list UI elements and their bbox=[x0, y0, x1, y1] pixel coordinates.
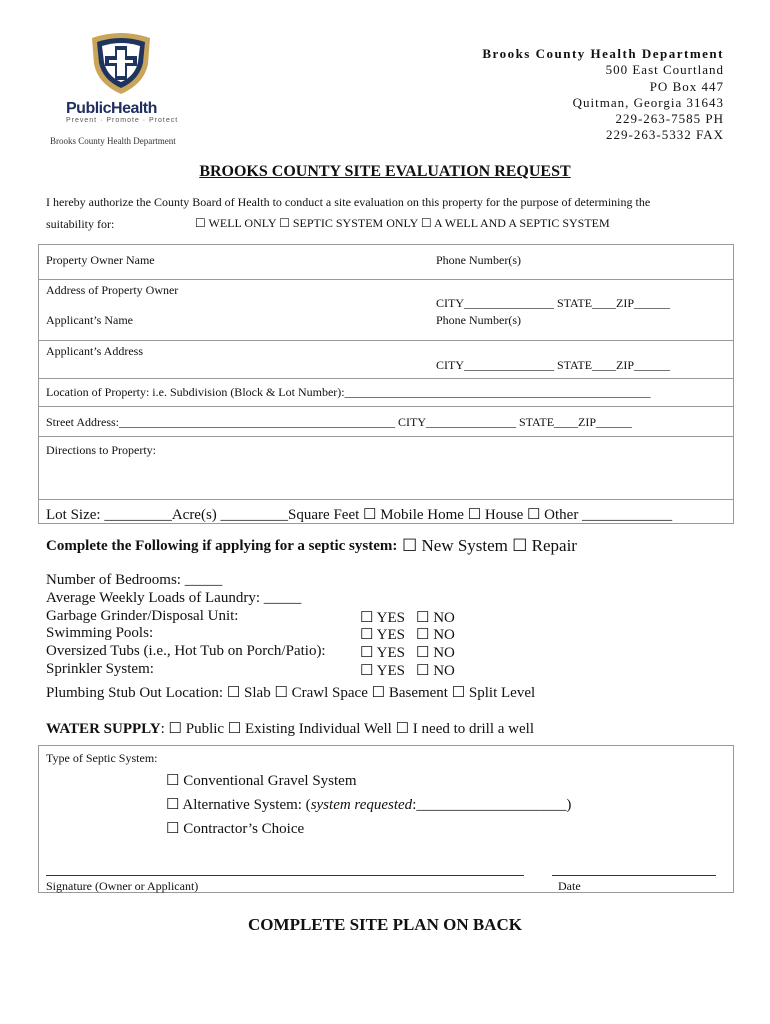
signature-line[interactable] bbox=[46, 875, 524, 876]
owner-address-field[interactable]: Address of Property Owner bbox=[46, 283, 179, 297]
septic-system-options[interactable]: ☐ New System ☐ Repair bbox=[402, 536, 577, 555]
yes-checkbox[interactable]: ☐ YES bbox=[360, 610, 405, 626]
applicant-address-field[interactable]: Applicant’s Address bbox=[46, 344, 143, 358]
water-supply-line[interactable] bbox=[46, 719, 534, 738]
address-line: Brooks County Health Department bbox=[482, 46, 724, 61]
form-title: BROOKS COUNTY SITE EVALUATION REQUEST bbox=[199, 163, 571, 180]
septic-type-label: Type of Septic System: bbox=[46, 751, 158, 765]
date-label: Date bbox=[558, 879, 581, 893]
org-dept: Brooks County Health Department bbox=[50, 136, 176, 146]
location-field[interactable]: Location of Property: i.e. Subdivision (Block & Lot Number):___________________________________________________ bbox=[46, 385, 651, 399]
owner-city-state-zip[interactable]: CITY_______________ STATE____ZIP______ bbox=[436, 296, 671, 310]
divider bbox=[38, 499, 734, 500]
plumbing-stub-options[interactable]: Plumbing Stub Out Location: ☐ Slab ☐ Crawl Space ☐ Basement ☐ Split Level bbox=[46, 685, 536, 701]
intro-text: I hereby authorize the County Board of Health to conduct a site evaluation on this property for the purpose of determining the bbox=[46, 195, 651, 209]
department-address bbox=[482, 46, 724, 144]
owner-name-field[interactable]: Property Owner Name bbox=[46, 253, 155, 267]
address-line: 229-263-7585 PH bbox=[615, 111, 724, 127]
address-line: 229-263-5332 FAX bbox=[606, 127, 724, 143]
contractor-choice-option[interactable]: ☐ Contractor’s Choice bbox=[166, 821, 305, 837]
address-line: Quitman, Georgia 31643 bbox=[572, 94, 724, 110]
divider bbox=[38, 378, 734, 379]
divider bbox=[38, 406, 734, 407]
alternative-option-text: ☐ Alternative System: ( bbox=[166, 797, 311, 813]
org-title: PublicHealth bbox=[66, 100, 157, 117]
laundry-field[interactable]: Average Weekly Loads of Laundry: _____ bbox=[46, 590, 302, 606]
septic-type-box bbox=[38, 745, 734, 893]
org-tagline: Prevent · Promote · Protect bbox=[66, 117, 179, 124]
directions-field[interactable]: Directions to Property: bbox=[46, 443, 156, 457]
alternative-option[interactable] bbox=[166, 795, 571, 814]
yes-checkbox[interactable]: ☐ YES bbox=[360, 627, 405, 643]
septic-row-label: Swimming Pools: bbox=[46, 625, 154, 641]
street-address-field[interactable]: Street Address:______________________________________________ CITY_______________ STATE____ZIP______ bbox=[46, 415, 633, 429]
system-requested-text: system requested bbox=[310, 797, 413, 813]
address-line: 500 East Courtland bbox=[605, 62, 724, 78]
divider bbox=[38, 340, 734, 341]
applicant-phone-field[interactable]: Phone Number(s) bbox=[436, 313, 521, 327]
no-checkbox[interactable]: ☐ NO bbox=[416, 627, 455, 643]
footer-note: COMPLETE SITE PLAN ON BACK bbox=[248, 915, 522, 934]
water-supply-label: WATER SUPPLY bbox=[46, 721, 161, 737]
water-supply-options[interactable]: : ☐ Public ☐ Existing Individual Well ☐ I need to drill a well bbox=[160, 721, 534, 737]
lot-size-line[interactable]: Lot Size: _________Acre(s) _________Square Feet ☐ Mobile Home ☐ House ☐ Other ____________ bbox=[46, 507, 673, 523]
divider bbox=[38, 279, 734, 280]
address-line: PO Box 447 bbox=[649, 78, 724, 94]
applicant-name-field[interactable]: Applicant’s Name bbox=[46, 313, 133, 327]
public-health-logo-icon bbox=[86, 30, 156, 96]
conventional-option[interactable]: ☐ Conventional Gravel System bbox=[166, 773, 357, 789]
intro-text-2: suitability for: bbox=[46, 217, 115, 231]
phone-field[interactable]: Phone Number(s) bbox=[436, 253, 521, 267]
septic-row-label: Sprinkler System: bbox=[46, 661, 154, 677]
divider bbox=[38, 436, 734, 437]
yes-checkbox[interactable]: ☐ YES bbox=[360, 663, 405, 679]
septic-heading: Complete the Following if applying for a septic system: bbox=[46, 538, 398, 554]
suitability-options[interactable]: ☐ WELL ONLY ☐ SEPTIC SYSTEM ONLY ☐ A WELL AND A SEPTIC SYSTEM bbox=[195, 216, 610, 230]
applicant-city-state-zip[interactable]: CITY_______________ STATE____ZIP______ bbox=[436, 358, 671, 372]
system-requested-field[interactable]: :____________________) bbox=[412, 797, 572, 813]
no-checkbox[interactable]: ☐ NO bbox=[416, 663, 455, 679]
septic-row-label: Garbage Grinder/Disposal Unit: bbox=[46, 608, 239, 624]
no-checkbox[interactable]: ☐ NO bbox=[416, 645, 455, 661]
septic-row-label: Oversized Tubs (i.e., Hot Tub on Porch/Patio): bbox=[46, 643, 326, 659]
date-line[interactable] bbox=[552, 875, 716, 876]
bedrooms-field[interactable]: Number of Bedrooms: _____ bbox=[46, 572, 223, 588]
no-checkbox[interactable]: ☐ NO bbox=[416, 610, 455, 626]
yes-checkbox[interactable]: ☐ YES bbox=[360, 645, 405, 661]
signature-label: Signature (Owner or Applicant) bbox=[46, 879, 199, 893]
